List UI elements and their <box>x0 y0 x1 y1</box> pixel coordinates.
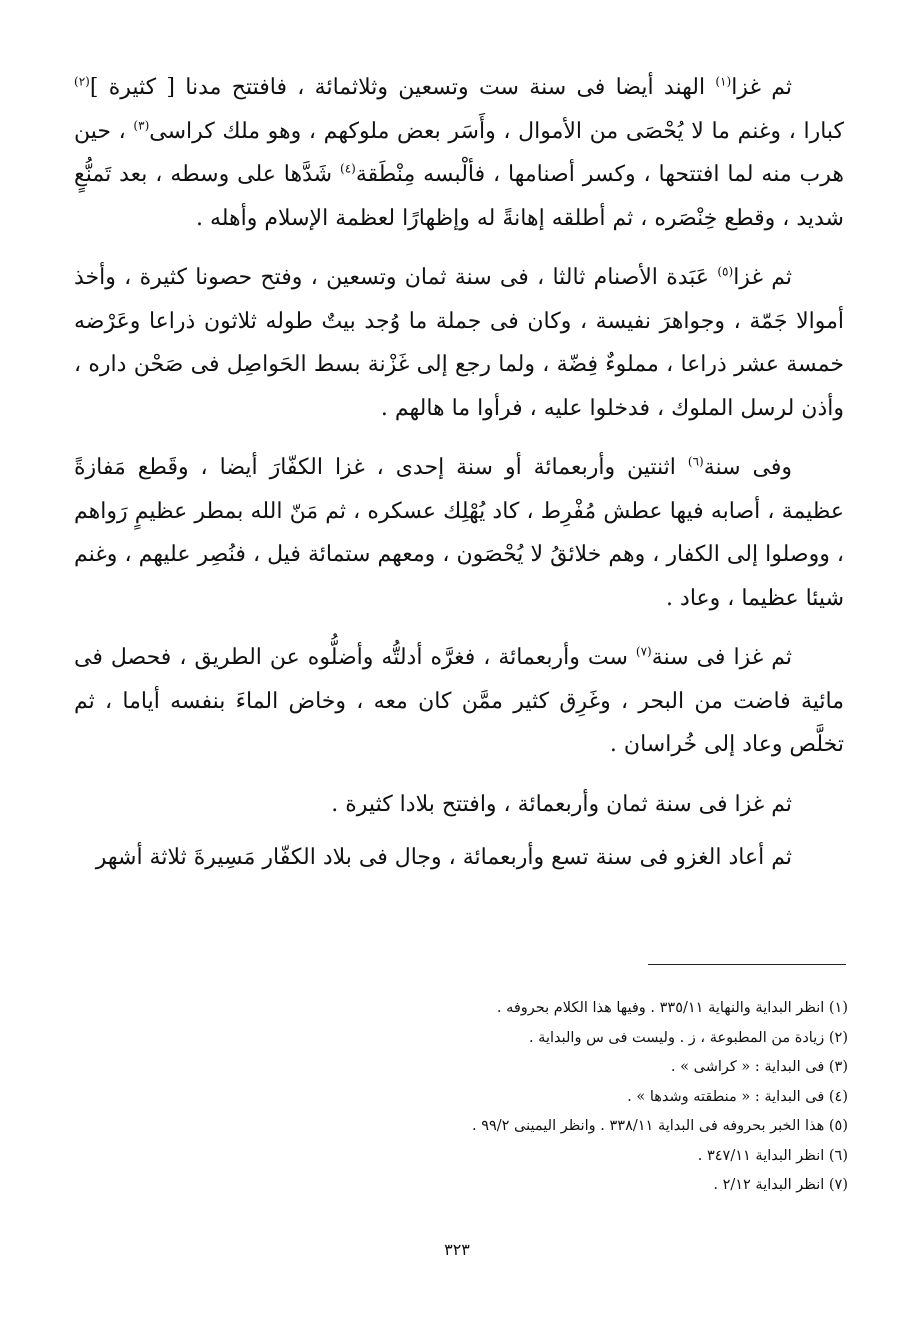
footnote: (٧) انظر البداية ٢/١٢ . <box>713 1177 848 1193</box>
footnote-ref: (٤) <box>340 161 356 176</box>
footnote-ref: (٥) <box>717 264 734 279</box>
footnote-ref: (٢) <box>74 74 90 89</box>
footnote: (٢) زيادة من المطبوعة ، ز . وليست فى س والبداية . <box>528 1029 848 1046</box>
paragraph: ثم غزا فى سنة ثمان وأربعمائة ، وافتتح بلادا كثيرة . <box>331 791 792 817</box>
paragraph: وفى سنة$^{(٦)}$ اثنتين وأربعمائة أو سنة إحدى ، غزا الكفّارَ أيضا ، وقَطع مَفازةً عظيمة ، أصابه فيها عطش مُفْرِط ، كاد يُهْلِك عسكره ، ثم مَنّ الله بمطر عظيمٍ رَواهم ، ووصلوا إلى الكفار ، وهم خلائقُ لا يُحْصَون ، ومعهم ستمائة فيل ، فنُصِر عليهم ، وغنم شيئا عظيما ، وعاد . <box>74 454 844 611</box>
page-number: ٣٢٣ <box>444 1240 470 1259</box>
paragraph: ثم غزا فى سنة$^{(٧)}$ ست وأربعمائة ، فغرَّه أدلتُّه وأضلُّوه عن الطريق ، فحصل فى مائية فاضت من البحر ، وغَرِق كثير ممَّن كان معه ، وخاض الماءَ بنفسه أياما ، ثم تخلَّص وعاد إلى خُراسان . <box>74 644 844 757</box>
footnote-ref: (١) <box>715 74 732 89</box>
footnote-ref: (٣) <box>133 118 150 133</box>
footnote-ref: (٧) <box>635 644 652 659</box>
footnote-ref: (٦) <box>687 454 704 469</box>
footnote: (٦) انظر البداية ٣٤٧/١١ . <box>697 1147 848 1164</box>
footnote: (٤) فى البداية : « منطقته وشدها » . <box>627 1088 848 1105</box>
main-text <box>74 66 844 888</box>
footnotes <box>78 994 848 1201</box>
footnote-divider <box>648 964 846 965</box>
paragraph: ثم غزا$^{(١)}$ الهند أيضا فى سنة ست وتسعين وثلاثمائة ، فافتتح مدنا [ كثيرة ]$^{(٢)}$ كبارا ، وغنم ما لا يُحْصَى من الأموال ، وأَسَر بعض ملوكهم ، وهو ملك كراسى$^{(٣)}$ ، حين هرب منه لما افتتحها ، وكسر أصنامها ، فألْبسه مِنْطَقة$^{(٤)}$ شَدَّها على وسطه ، بعد تَمنُّعٍ شديد ، وقطع خِنْصَره ، ثم أطلقه إهانةً له وإظهارًا لعظمة الإسلام وأهله . <box>74 74 845 231</box>
footnote: (٥) هذا الخبر بحروفه فى البداية ٣٣٨/١١ . وانظر اليمينى ٩٩/٢ . <box>471 1118 848 1134</box>
footnote: (١) انظر البداية والنهاية ٣٣٥/١١ . وفيها هذا الكلام بحروفه . <box>496 1000 848 1016</box>
paragraph: ثم أعاد الغزو فى سنة تسع وأربعمائة ، وجال فى بلاد الكفّار مَسِيرةَ ثلاثة أشهر <box>95 845 792 870</box>
paragraph: ثم غزا$^{(٥)}$ عَبَدة الأصنام ثالثا ، فى سنة ثمان وتسعين ، وفتح حصونا كثيرة ، وأخذ أموالا جَمّة ، وجواهرَ نفيسة ، وكان فى جملة ما وُجد بيتٌ طوله ثلاثون ذراعا وعَرْضه خمسة عشر ذراعا ، مملوءٌ فِضّة ، ولما رجع إلى غَزْنة بسط الحَواصِل فى صَحْن داره ، وأذن لرسل الملوك ، فدخلوا عليه ، فرأوا ما هالهم . <box>74 264 844 421</box>
footnote: (٣) فى البداية : « كراشى » . <box>670 1059 848 1075</box>
